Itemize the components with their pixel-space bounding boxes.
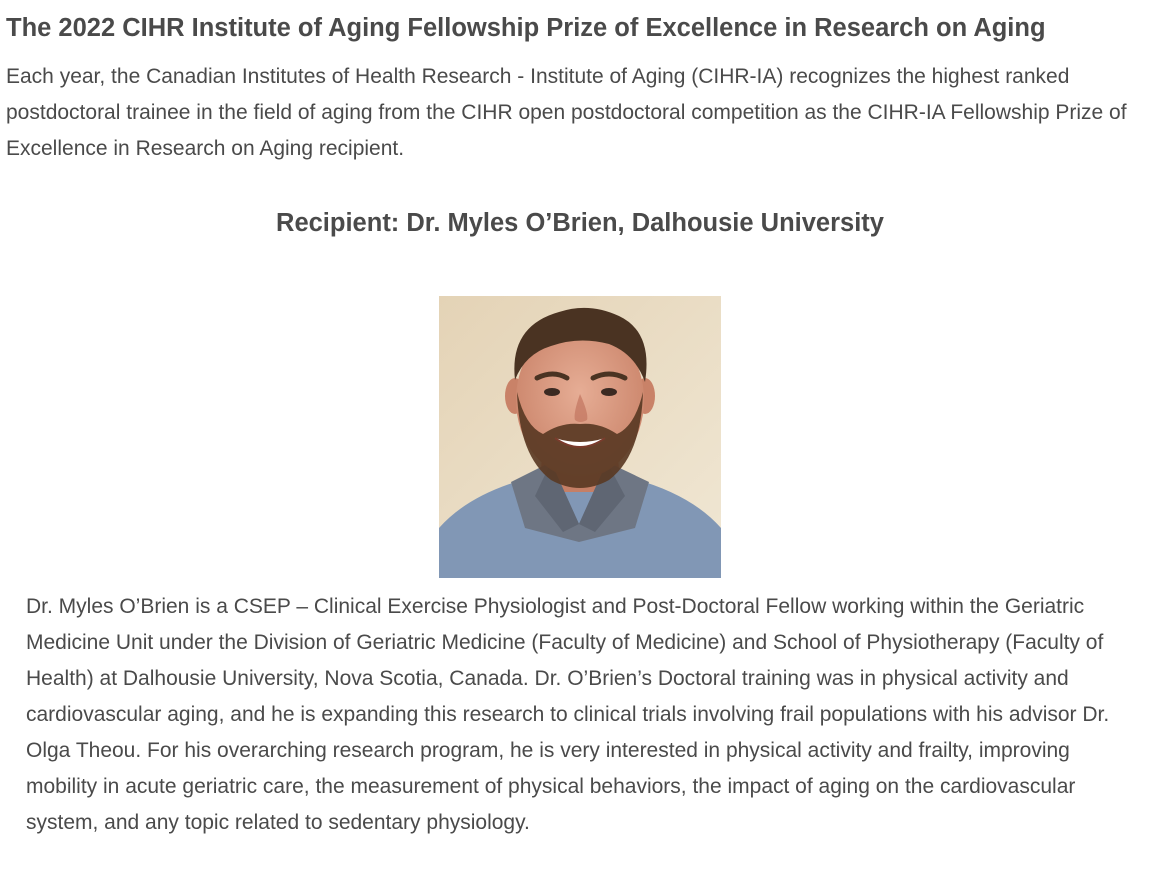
portrait-illustration [439,296,721,578]
bio-paragraph: Dr. Myles O’Brien is a CSEP – Clinical Exercise Physiologist and Post-Doctoral Fellow working within the Geriatric Medicine Unit under the Division of Geriatric Medicine (Faculty of Medicine) and School of Physiotherapy (Faculty of Health) at Dalhousie University, Nova Scotia, Canada. Dr. O’Brien’s Doctoral training was in physical activity and cardiovascular aging, and he is expanding this research to clinical trials involving frail populations with his advisor Dr. Olga Theou. For his overarching research program, he is very interested in physical activity and frailty, improving mobility in acute geriatric care, the measurement of physical behaviors, the impact of aging on the cardiovascular system, and any topic related to sedentary physiology. [26,595,1110,834]
left-eye [544,388,560,396]
page-title: The 2022 CIHR Institute of Aging Fellowship Prize of Excellence in Research on Aging [6,14,1046,42]
recipient-heading: Recipient: Dr. Myles O’Brien, Dalhousie University [276,209,884,237]
right-eye [601,388,617,396]
recipient-portrait-photo [439,296,721,578]
intro-paragraph: Each year, the Canadian Institutes of Health Research - Institute of Aging (CIHR-IA) recognizes the highest ranked postdoctoral trainee in the field of aging from the CIHR open postdoctoral competition as the CIHR-IA Fellowship Prize of Excellence in Research on Aging recipient. [6,65,1127,160]
